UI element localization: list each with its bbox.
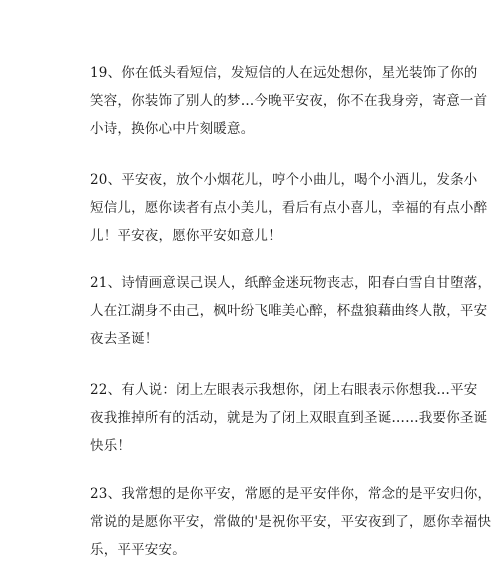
paragraph-20 bbox=[90, 166, 488, 250]
paragraph-line: 19、你在低头看短信，发短信的人在远处想你，星光装饰了你的 bbox=[90, 65, 478, 81]
paragraph-line: 夜我推掉所有的活动，就是为了闭上双眼直到圣诞……我要你圣诞 bbox=[90, 410, 488, 426]
paragraph-line: 人在江湖身不由己，枫叶纷飞唯美心醉，杯盘狼藉曲终人散，平安 bbox=[90, 303, 488, 319]
paragraph-line: 乐，平平安安。 bbox=[90, 542, 186, 558]
paragraph-line: 21、诗情画意误己误人，纸醉金迷玩物丧志，阳春白雪自甘堕落， bbox=[90, 275, 492, 291]
paragraph-line: 常说的是愿你平安，常做的'是祝你平安，平安夜到了，愿你幸福快 bbox=[90, 514, 492, 530]
paragraph-21 bbox=[90, 269, 492, 353]
paragraph-line: 快乐！ bbox=[90, 438, 132, 454]
paragraph-line: 笑容，你装饰了别人的梦…今晚平安夜，你不在我身旁，寄意一首 bbox=[90, 93, 488, 109]
paragraph-19 bbox=[90, 59, 488, 143]
paragraph-line: 20、平安夜，放个小烟花儿，哼个小曲儿，喝个小酒儿，发条小 bbox=[90, 172, 478, 188]
paragraph-line: 23、我常想的是你平安，常愿的是平安伴你，常念的是平安归你， bbox=[90, 486, 492, 502]
paragraph-line: 夜去圣诞！ bbox=[90, 331, 159, 347]
paragraph-line: 小诗，换你心中片刻暖意。 bbox=[90, 121, 255, 137]
paragraph-23 bbox=[90, 480, 492, 564]
paragraph-line: 儿！平安夜，愿你平安如意儿！ bbox=[90, 228, 282, 244]
paragraph-line: 短信儿，愿你读者有点小美儿，看后有点小喜儿，幸福的有点小醉 bbox=[90, 200, 488, 216]
paragraph-line: 22、有人说：闭上左眼表示我想你，闭上右眼表示你想我…平安 bbox=[90, 382, 478, 398]
paragraph-22 bbox=[90, 376, 488, 460]
